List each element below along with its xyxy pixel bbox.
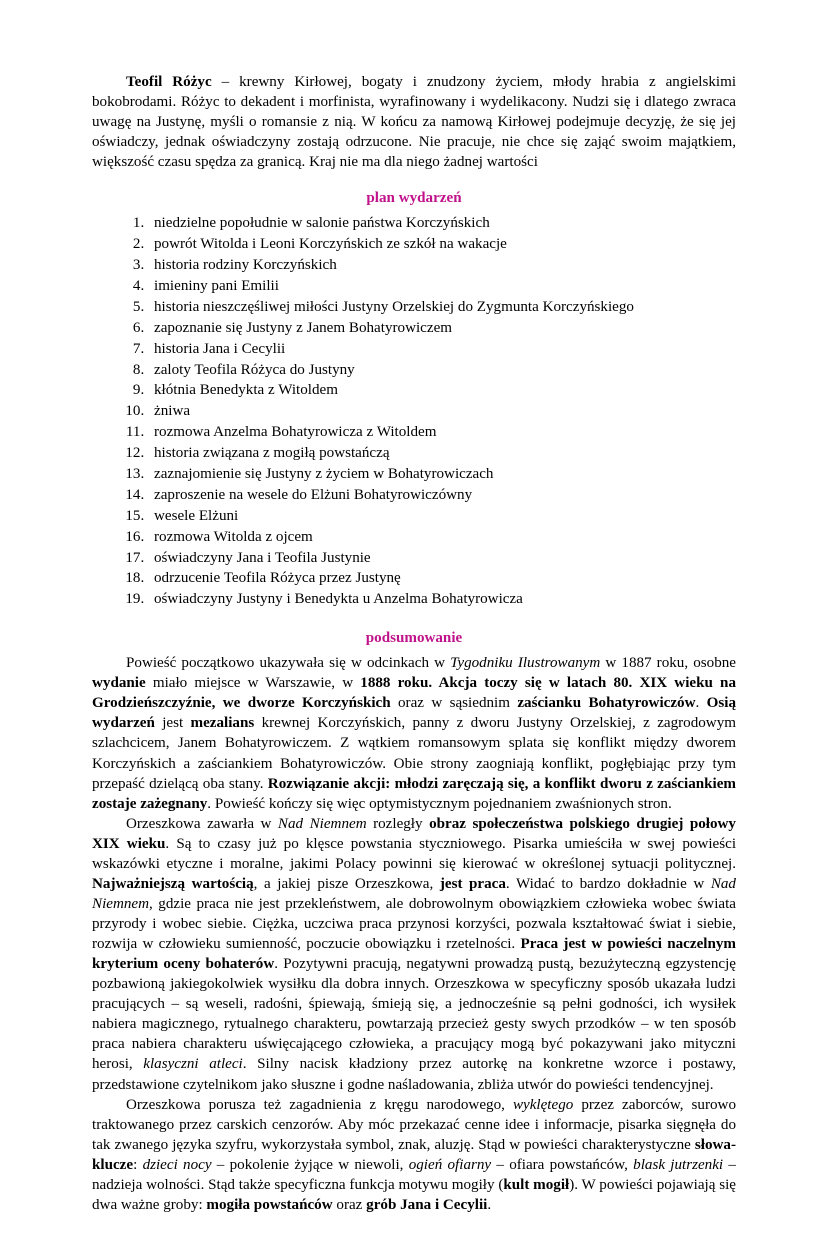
plan-list-item: 16. rozmowa Witolda z ojcem [148,527,736,548]
text-run: . Widać to bardzo dokładnie w [505,875,711,892]
emphasis-bold: Praca jest w powieści naczelnym kryterium oceny bohaterów [92,936,736,973]
text-run: jest [154,715,191,732]
emphasis-bold: Rozwiązanie akcji: młodzi zaręczają się, a konflikt dworu z zaściankiem zostaje zażegnany [92,775,737,812]
text-run: . Powieść kończy się więc optymistycznym pojednaniem zwaśnionych stron. [207,795,672,812]
plan-list-item: 11. rozmowa Anzelma Bohatyrowicza z Witoldem [148,422,736,443]
emphasis-italic: ogień ofiarny [408,1156,492,1173]
text-run: krewnej Korczyńskich, panny z dworu Justyny Orzelskiej, z zagrodowym szlachcicem, Janem Bohatyrowiczem. Z wątkiem romansowym splata się konflikt między dworem Korczyńskich a zaściankiem Bohatyrowiczów. Obie strony zaogniają konflikt, pogłębiając przy tym przepaść dzielącą oba stany. [92,715,736,792]
plan-list-item: 12. historia związana z mogiłą powstańczą [148,443,736,464]
emphasis-bold: obraz społeczeństwa polskiego drugiej połowy XIX wieku [92,815,736,852]
text-run: . [695,695,707,712]
emphasis-bold: Najważniejszą wartością [92,875,254,892]
emphasis-italic: dzieci nocy [142,1156,212,1173]
emphasis-italic: blask jutrzenki [633,1156,724,1173]
emphasis-bold: mezalians [190,715,255,732]
plan-list-item: 2. powrót Witolda i Leoni Korczyńskich ze szkół na wakacje [148,234,736,255]
emphasis-bold: wydanie [92,675,146,692]
plan-list-item: 5. historia nieszczęśliwej miłości Justyny Orzelskiej do Zygmunta Korczyńskiego [148,297,736,318]
plan-list-item: 4. imieniny pani Emilii [148,276,736,297]
emphasis-italic: Nad Niemnem [92,875,736,912]
text-run: , a jakiej pisze Orzeszkowa, [253,875,440,892]
plan-list-item: 19. oświadczyny Justyny i Benedykta u Anzelma Bohatyrowicza [148,589,736,610]
emphasis-bold: grób Jana i Cecylii [366,1196,488,1213]
text-run: : [133,1156,143,1173]
text-run: oraz w sąsiednim [390,695,518,712]
emphasis-bold: Osią wydarzeń [92,695,736,732]
text-run: Powieść początkowo ukazywała się w odcinkach w [126,655,451,672]
text-run: . Są to czasy już po klęsce powstania styczniowego. Pisarka umieściła w swej powieści wskazówki etyczne i moralne, jakimi Polacy powinni się kierować w określonej sytuacji politycznej. [92,835,737,872]
intro-text: krewny Kirłowej, bogaty i znudzony życiem, młody hrabia z angielskimi bokobrodami. Różyc to dekadent i morfinista, wyrafinowany i wydelikacony. Nudzi się i dlatego zwraca uwagę na Justynę, myśli o romansie z nią. W końcu za namową Kirłowej podejmuje decyzję, że się jej oświadczy, jednak oświadczyny zostają odrzucone. Nie pracuje, nie chce się zająć swoim majątkiem, większość czasu spędza za granicą. Kraj nie ma dla niego żadnej wartości [92,74,737,171]
intro-character-name: Teofil Różyc [126,74,212,90]
text-run: . Silny nacisk kładziony przez autorkę na konkretne wzorce i postawy, przedstawione czytelnikom jako słuszne i godne naśladowania, zbliża utwór do powieści tendencyjnej. [92,1056,736,1093]
plan-list-item: 6. zapoznanie się Justyny z Janem Bohatyrowiczem [148,318,736,339]
text-run: oraz [332,1196,367,1213]
text-run: w 1887 roku, osobne [600,655,736,672]
text-run: . Pozytywni pracują, negatywni prowadzą pustą, bezużyteczną egzystencję pozbawioną jakiegokolwiek wysiłku dla dobra innych. Orzeszkowa w specyficzny sposób ukazała ludzi pracujących – są weseli, radośni, śpiewają, śmieją się, a jednocześnie są pełni godności, ich wysiłek nabiera magicznego, rytualnego charakteru, powtarzają przecież gesty swych przodków – w ten sposób praca nabiera charakteru uświęcającego człowieka, a pracujący mogą być pokazywani jako mityczni herosi, [92,956,736,1073]
emphasis-italic: Tygodniku Ilustrowanym [450,655,601,672]
text-run: – ofiara powstańców, [491,1156,634,1173]
text-run: . [487,1196,492,1213]
plan-list-item: 15. wesele Elżuni [148,506,736,527]
emphasis-italic: wyklętego [512,1096,574,1113]
text-run: ). W powieści pojawiają się dwa ważne groby: [92,1176,736,1213]
plan-list-item: 10. żniwa [148,401,736,422]
plan-list-item: 3. historia rodziny Korczyńskich [148,255,736,276]
text-run: przez zaborców, surowo traktowanego przez carskich cenzorów. Aby móc przekazać cenne idee i informacje, pisarka sięgnęła do tak zwanego języka szyfru, wykorzystała symbol, znak, aluzję. Stąd w powieści charakterystyczne [92,1096,736,1153]
plan-list-item: 13. zaznajomienie się Justyny z życiem w Bohatyrowiczach [148,464,736,485]
summary-paragraph [92,653,736,814]
plan-list-item: 1. niedzielne popołudnie w salonie państwa Korczyńskich [148,213,736,234]
plan-list-item: 7. historia Jana i Cecylii [148,339,736,360]
text-run: Orzeszkowa zawarła w [126,815,278,832]
emphasis-bold: mogiła powstańców [206,1196,333,1213]
emphasis-bold: słowa-klucze [92,1136,736,1173]
text-run: rozległy [366,815,430,832]
summary-paragraphs [92,653,736,1215]
summary-paragraph [92,1095,736,1215]
plan-list-item: 14. zaproszenie na wesele do Elżuni Bohatyrowiczówny [148,485,736,506]
text-run: – nadzieja wolności. Stąd także specyficzna funkcja motywu mogiły ( [92,1156,736,1193]
summary-paragraph [92,814,736,1095]
emphasis-italic: Nad Niemnem [277,815,367,832]
plan-section-title: plan wydarzeń [366,190,462,207]
plan-list-item: 18. odrzucenie Teofila Różyca przez Justynę [148,568,736,589]
emphasis-bold: kult mogił [503,1176,570,1193]
plan-list [92,213,736,610]
emphasis-italic: klasyczni atleci [143,1056,243,1073]
plan-list-item: 9. kłótnia Benedykta z Witoldem [148,380,736,401]
emphasis-bold: jest praca [439,875,506,892]
emphasis-bold: zaścianku Bohatyrowiczów [517,695,696,712]
plan-list-item: 8. zaloty Teofila Różyca do Justyny [148,360,736,381]
plan-list-item: 17. oświadczyny Jana i Teofila Justynie [148,548,736,569]
text-run: miało miejsce w Warszawie, w [145,675,361,692]
summary-section-title: podsumowanie [365,630,463,647]
intro-dash: – [211,74,240,90]
text-run: – pokolenie żyjące w niewoli, [211,1156,409,1173]
emphasis-bold: 1888 roku. Akcja toczy się w latach 80. XIX wieku na Grodzieńszczyźnie, we dworze Korczyńskich [92,675,736,712]
text-run: Orzeszkowa porusza też zagadnienia z kręgu narodowego, [126,1096,513,1113]
text-run: , gdzie praca nie jest przekleństwem, ale dobrowolnym obowiązkiem człowieka wobec świata przyrody i wobec siebie. Ciężka, uczciwa praca przynosi korzyści, pozwala kształtować świat i siebie, rozwija w człowieku sumienność, poczucie obowiązku i rzetelności. [92,895,736,953]
intro-paragraph [92,72,736,172]
